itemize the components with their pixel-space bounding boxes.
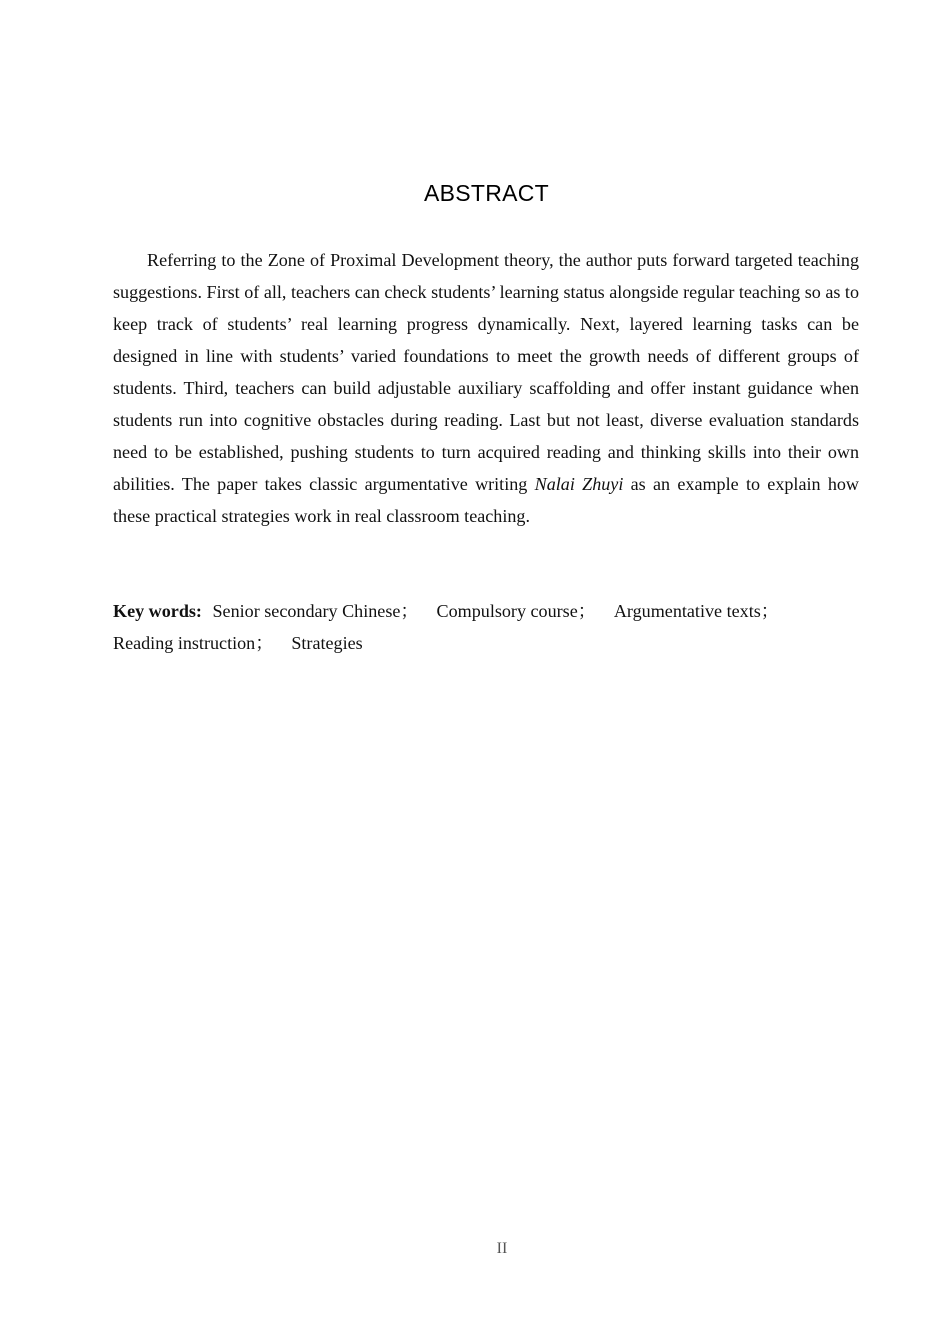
keyword-item: Senior secondary Chinese: [212, 601, 401, 621]
keyword-item: Compulsory course: [436, 601, 578, 621]
keyword-separator: ；: [255, 633, 274, 653]
abstract-italic-work-title: Nalai Zhuyi: [534, 474, 624, 494]
keywords-line-1: [113, 595, 859, 627]
keyword-item: Reading instruction: [113, 633, 256, 653]
abstract-text-part2: as an example to explain how these practical strategies work in real classroom teaching.: [113, 474, 860, 526]
keywords-label: Key words:: [113, 601, 202, 621]
keywords-line-2: [113, 627, 859, 659]
keyword-item: Argumentative texts: [613, 601, 761, 621]
abstract-paragraph: [113, 244, 859, 532]
keyword-separator: ；: [577, 601, 596, 621]
abstract-text-part1: Referring to the Zone of Proximal Development theory, the author puts forward targeted teaching suggestions. First of all, teachers can check students’ learning status alongside regular teaching so as to keep track of students’ real learning progress dynamically. Next, layered learning tasks can be designed in line with students’ varied foundations to meet the growth needs of different groups of students. Third, teachers can build adjustable auxiliary scaffolding and offer instant guidance when students run into cognitive obstacles during reading. Last but not least, diverse evaluation standards need to be established, pushing students to turn acquired reading and thinking skills into their own abilities. The paper takes classic argumentative writing: [113, 250, 859, 494]
page-number: II: [496, 1240, 508, 1257]
keyword-separator: ；: [400, 601, 419, 621]
keywords-block: [113, 595, 859, 659]
keyword-item: Strategies: [291, 633, 363, 653]
keyword-separator: ；: [760, 601, 779, 621]
abstract-heading: ABSTRACT: [423, 180, 550, 206]
